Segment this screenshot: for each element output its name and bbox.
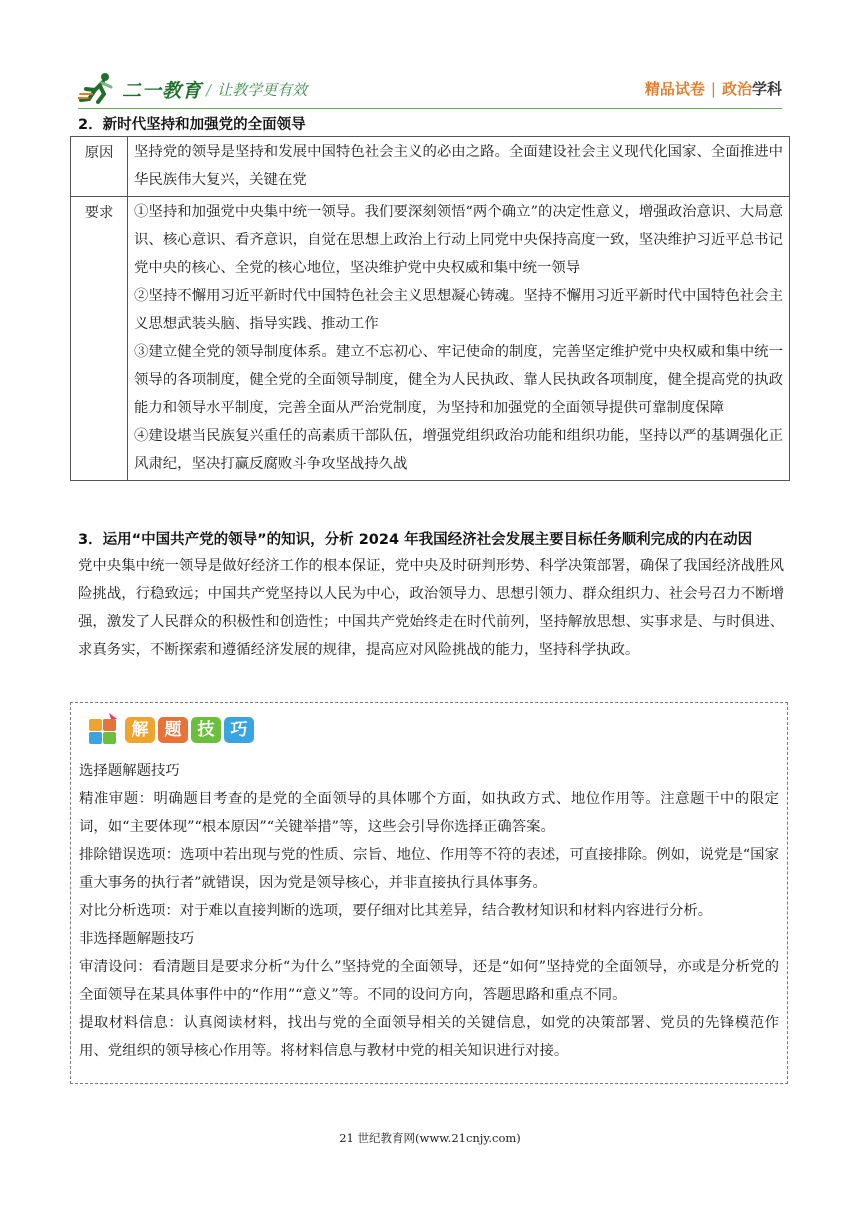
row-line: ③建立健全党的领导制度体系。建立不忘初心、牢记使命的制度，完善坚定维护党中央权威和集中统一领导的各项制度，健全党的全面领导制度，健全为人民执政、靠人民执政各项制度，健全提高党的执政能力和领导水平制度，完善全面从严治党制度，为坚持和加强党的全面领导提供可靠制度保障 (134, 344, 783, 416)
row-line: ②坚持不懈用习近平新时代中国特色社会主义思想凝心铸魂。坚持不懈用习近平新时代中国特色社会主义思想武装头脑、指导实践、推动工作 (134, 288, 783, 332)
tips-char: 解 (125, 717, 155, 743)
tips-paragraph: 对比分析选项：对于难以直接判断的选项，要仔细对比其差异，结合教材知识和材料内容进行分析。 (79, 903, 713, 919)
tips-heading-nonchoice: 非选择题解题技巧 (79, 931, 195, 947)
tips-char: 技 (191, 717, 221, 743)
brand-name: 二一教育 (122, 80, 203, 102)
row-content (128, 197, 790, 481)
tips-body (79, 757, 779, 1065)
row-line: ①坚持和加强党中央集中统一领导。我们要深刻领悟“两个确立”的决定性意义，增强政治意识、大局意识、核心意识、看齐意识，自觉在思想上政治上行动上同党中央保持高度一致，坚决维护习近平总书记党中央的核心、全党的核心地位，坚决维护党中央权威和集中统一领导 (134, 204, 783, 276)
tips-paragraph: 提取材料信息：认真阅读材料，找出与党的全面领导相关的关键信息，如党的决策部署、党员的先锋模范作用、党组织的领导核心作用等。将材料信息与教材中党的相关知识进行对接。 (79, 1015, 779, 1059)
table-row-requirements (71, 197, 790, 481)
puzzle-icon (87, 713, 121, 749)
slogan-text: 让教学更有效 (217, 81, 308, 99)
section-3-paragraph: 党中央集中统一领导是做好经济工作的根本保证，党中央及时研判形势、科学决策部署，确保了我国经济战胜风险挑战，行稳致远；中国共产党坚持以人民为中心，政治领导力、思想引领力、群众组织力、社会号召力不断增强，激发了人民群众的积极性和创造性；中国共产党始终走在时代前列，坚持解放思想、实事求是、与时俱进、求真务实，不断探索和遵循经济发展的规律，提高应对风险挑战的能力，坚持科学执政。 (78, 558, 784, 658)
slogan-separator: / (206, 81, 212, 99)
slogan (206, 79, 307, 100)
subject-suffix: 学科 (751, 80, 782, 98)
header-separator: | (710, 80, 716, 98)
tips-paragraph: 排除错误选项：选项中若出现与党的性质、宗旨、地位、作用等不符的表述，可直接排除。例如，说党是“国家重大事务的执行者”就错误，因为党是领导核心，并非直接执行具体事务。 (79, 847, 779, 891)
tips-char: 题 (158, 717, 188, 743)
row-key: 原因 (71, 137, 128, 197)
tips-paragraph: 精准审题：明确题目考查的是党的全面领导的具体哪个方面，如执政方式、地位作用等。注意题干中的限定词，如“主要体现”“根本原因”“关键举措”等，这些会引导你选择正确答案。 (79, 791, 779, 835)
page-footer: 21 世纪教育网(www.21cnjy.com) (339, 1131, 521, 1145)
section-3-title: 3．运用“中国共产党的领导”的知识，分析 2024 年我国经济社会发展主要目标任务顺利完成的内在动因 (78, 532, 753, 548)
page-header (78, 72, 782, 109)
row-key: 要求 (71, 197, 128, 481)
row-content (128, 137, 790, 197)
row-line: ④建设堪当民族复兴重任的高素质干部队伍，增强党组织政治功能和组织功能，坚持以严的基调强化正风肃纪，坚决打赢反腐败斗争攻坚战持久战 (134, 428, 783, 472)
tips-title (125, 717, 257, 743)
tips-heading-choice: 选择题解题技巧 (79, 763, 180, 779)
tips-paragraph: 审清设问：看清题目是要求分析“为什么”坚持党的全面领导，还是“如何”坚持党的全面领导，亦或是分析党的全面领导在某具体事件中的“作用”“意义”等。不同的设问方向，答题思路和重点不同。 (79, 959, 779, 1003)
tips-box (70, 702, 788, 1084)
header-subject (645, 78, 782, 99)
running-man-logo-icon (78, 72, 120, 102)
tips-char: 巧 (224, 717, 254, 743)
row-line: 坚持党的领导是坚持和发展中国特色社会主义的必由之路。全面建设社会主义现代化国家、全面推进中华民族伟大复兴，关键在党 (134, 144, 783, 188)
table-row-reason (71, 137, 790, 197)
header-label: 精品试卷 (644, 80, 705, 98)
section-2-title: 2．新时代坚持和加强党的全面领导 (78, 117, 306, 133)
leadership-table (70, 136, 790, 481)
subject-main: 政治 (721, 80, 752, 98)
